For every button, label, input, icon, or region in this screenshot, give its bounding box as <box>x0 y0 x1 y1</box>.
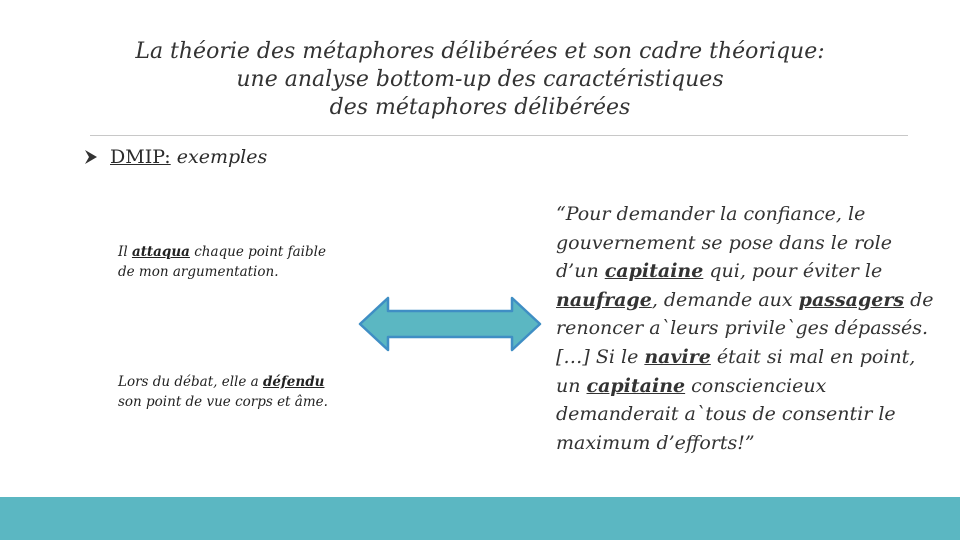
arrowhead-bullet-icon <box>84 143 110 171</box>
quote-block: “Pour demander la confiance, le gouvernement se pose dans le role d’un capitaine qui, pour éviter le naufrage, demande aux passagers de renoncer a`leurs privile`ges dépassés. […] Si le navire était si mal en point, un capitaine consciencieux demanderait a`tous de consentir le maximum d’efforts!” <box>556 203 934 454</box>
metaphor-word: capitaine <box>604 260 704 283</box>
example-2: Lors du débat, elle a défendu son point de vue corps et âme. <box>118 374 328 410</box>
bullet-dmip <box>84 143 267 171</box>
metaphor-word: capitaine <box>586 374 686 397</box>
metaphor-word: naufrage <box>556 288 652 311</box>
double-headed-arrow-icon <box>358 296 542 356</box>
title-line-1: La théorie des métaphores délibérées et son cadre théorique: <box>135 39 825 64</box>
example-1: Il attaqua chaque point faible de mon argumentation. <box>118 244 326 280</box>
title-line-2: une analyse bottom-up des caractéristiques <box>236 67 724 92</box>
title-divider <box>90 135 908 136</box>
metaphor-word: attaqua <box>131 244 190 260</box>
metaphor-word: passagers <box>798 288 905 311</box>
bullet-lead: DMIP: <box>110 146 171 168</box>
metaphor-word: défendu <box>262 374 325 390</box>
bullet-text: exemples <box>176 146 268 168</box>
slide-title <box>0 38 960 122</box>
footer-bar <box>0 497 960 540</box>
title-line-3: des métaphores délibérées <box>329 95 631 120</box>
metaphor-word: navire <box>644 345 711 368</box>
